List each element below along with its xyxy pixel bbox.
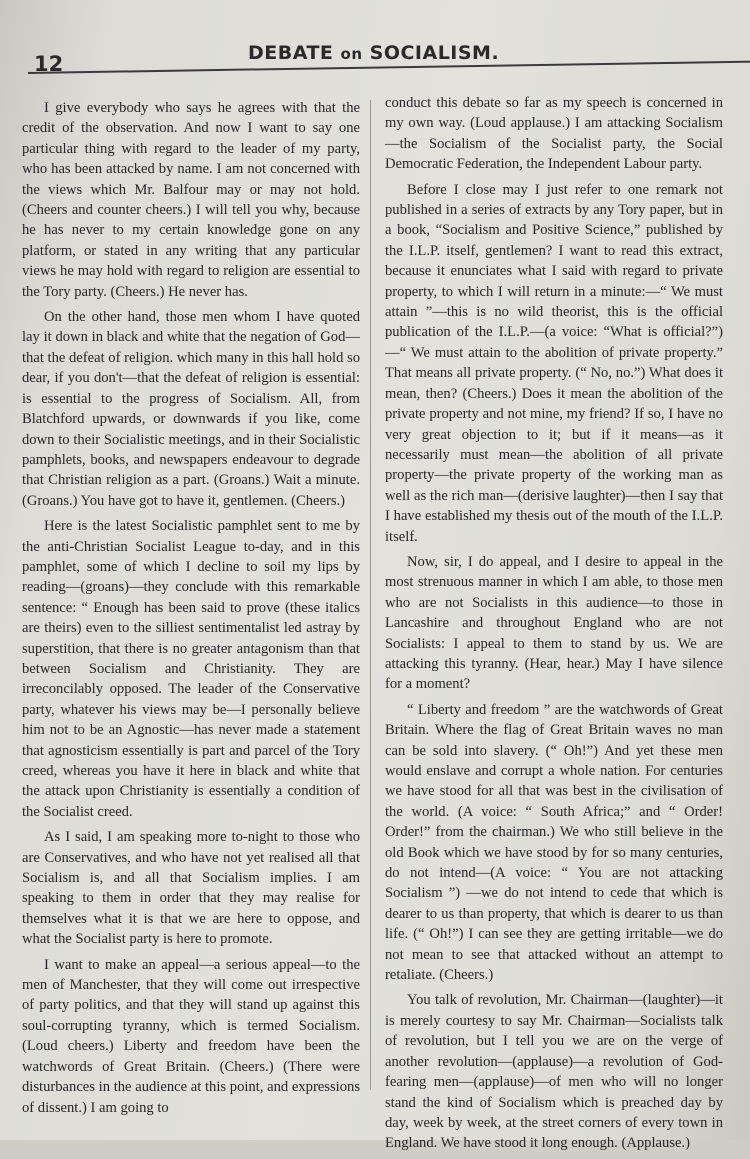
page-header: [28, 40, 728, 76]
paragraph: On the other hand, those men whom I have quoted lay it down in black and white that the negation of God—that the defeat of religion. which many in this hall hold so dear, if you don't—that the defeat of religion is essential: is essential to the progress of Socialism. All, from Blatchford upwards, or downwards if you like, come down to their Socialistic meetings, and in their Socialistic pamphlets, books, and newspapers endeavour to degrade that Christian religion as a part. (Groans.) Wait a minute. (Groans.) You have got to have it, gentlemen. (Cheers.): [22, 309, 361, 509]
paragraph: Here is the latest Socialistic pamphlet sent to me by the anti-Christian Socialist League to-day, and in this pamphlet, some of which I decline to soil my lips by reading—(groans)—they conclude with this remarkable sentence: “ Enough has been said to prove (these italics are theirs) even to the silliest sentimentalist led astray by superstition, that there is no greater antagonism than that between Socialism and Christianity. They are irreconcilably opposed. The leader of the Conservative party, whatever his views may be—I personally believe him not to be an Agnostic—has never made a statement that agnosticism essentially is part and parcel of the Tory creed, whereas you have it here in black and white that the attack upon Christianity is essentially a condition of the Socialist creed.: [22, 518, 360, 820]
paragraph: Now, sir, I do appeal, and I desire to appeal in the most strenuous manner in which I am able, to those men who are not Socialists in this audience—to those in Lancashire and throughout England who are not Socialists: I appeal to them to stand by us. We are attacking this tyranny. (Hear, hear.) May I have silence for a moment?: [385, 553, 723, 693]
title-word-debate: DEBATE: [248, 42, 334, 64]
paragraph: Before I close may I just refer to one remark not published in a series of extracts by any Tory paper, but in a book, “Socialism and Positive Science,” published by the I.L.P. itself, gentlemen? I want to read this extract, because it enunciates what I said with regard to private property, to which I will return in a minute:—“ We must attain ”—this is no wild theorist, this is the official publication of the I.L.P.—(a voice: “What is official?”) —“ We must attain to the abolition of private property.” That means all private property. (“ No, no.”) What does it mean, then? (Cheers.) Does it mean the abolition of the private property and not mine, my friend? If so, I have no very great objection to it; but if it means—as it necessarily must mean—the abolition of all private property—the private property of the working man as well as the rich man—(derisive laughter)—then I say that I have established my thesis out of the mouth of the I.L.P. itself.: [385, 181, 723, 545]
left-column: [22, 98, 360, 1123]
paragraph: As I said, I am speaking more to-night to those who are Conservatives, and who have not yet realised all that Socialism is, and all that Socialism implies. I am speaking to them in order that they may realise for themselves what it is that we are here to oppose, and what the Socialist party is here to promote.: [22, 829, 360, 948]
page-number: 12: [34, 52, 64, 76]
right-column: [385, 93, 723, 1159]
paragraph: I want to make an appeal—a serious appeal—to the men of Manchester, that they will come out irrespective of party politics, and that they will stand up against this soul-corrupting tyranny, which is termed Socialism. (Loud cheers.) Liberty and freedom have been the watchwords of Great Britain. (Cheers.) (There were disturbances in the audience at this point, and expressions of dissent.) I am going to: [22, 956, 360, 1116]
paragraph: You talk of revolution, Mr. Chairman—(laughter)—it is merely courtesy to say Mr. Chairman—Socialists talk of revolution, but I tell you we are on the verge of another revolution—(applause)—a revolution of God-fearing men—(applause)—of men who will no longer stand the kind of Socialism which is preached day by day, week by week, at the street corners of every town in England. We have stood it long enough. (Applause.): [385, 992, 723, 1152]
running-title: [248, 42, 499, 64]
paragraph: “ Liberty and freedom ” are the watchwords of Great Britain. Where the flag of Great Britain waves no man can be sold into slavery. (“ Oh!”) And yet these men would enslave and corrupt a whole nation. For centuries we have stood for all that was best in the civilisation of the world. (A voice: “ South Africa;” and “ Order! Order!” from the chairman.) We who still believe in the old Book which we have stood by for so many centuries, do not intend—(A voice: “ You are not attacking Socialism ”) —we do not intend to cede that which is dearer to us than property, that which is dearer to us than life. (“ Oh!”) I can see they are getting irritable—we do not mean to see that attacked without an attempt to retaliate. (Cheers.): [385, 701, 723, 984]
title-word-socialism: SOCIALISM.: [369, 42, 500, 64]
column-divider: [370, 100, 371, 1090]
paragraph: I give everybody who says he agrees with that the credit of the observation. And now I want to say one particular thing with regard to the leader of my party, who has been attacked by name. I am not concerned with the views which Mr. Balfour may or may not hold. (Cheers and counter cheers.) I will tell you why, because he has never to my certain knowledge gone on any platform, or stated in any writing that any particular views he may hold with regard to religion are essential to the Tory party. (Cheers.) He never has.: [22, 100, 360, 300]
paragraph: conduct this debate so far as my speech is concerned in my own way. (Loud applause.) I am attacking Socialism—the Socialism of the Socialist party, the Social Democratic Federation, the Independent Labour party.: [385, 95, 723, 173]
title-word-on: on: [340, 45, 363, 63]
